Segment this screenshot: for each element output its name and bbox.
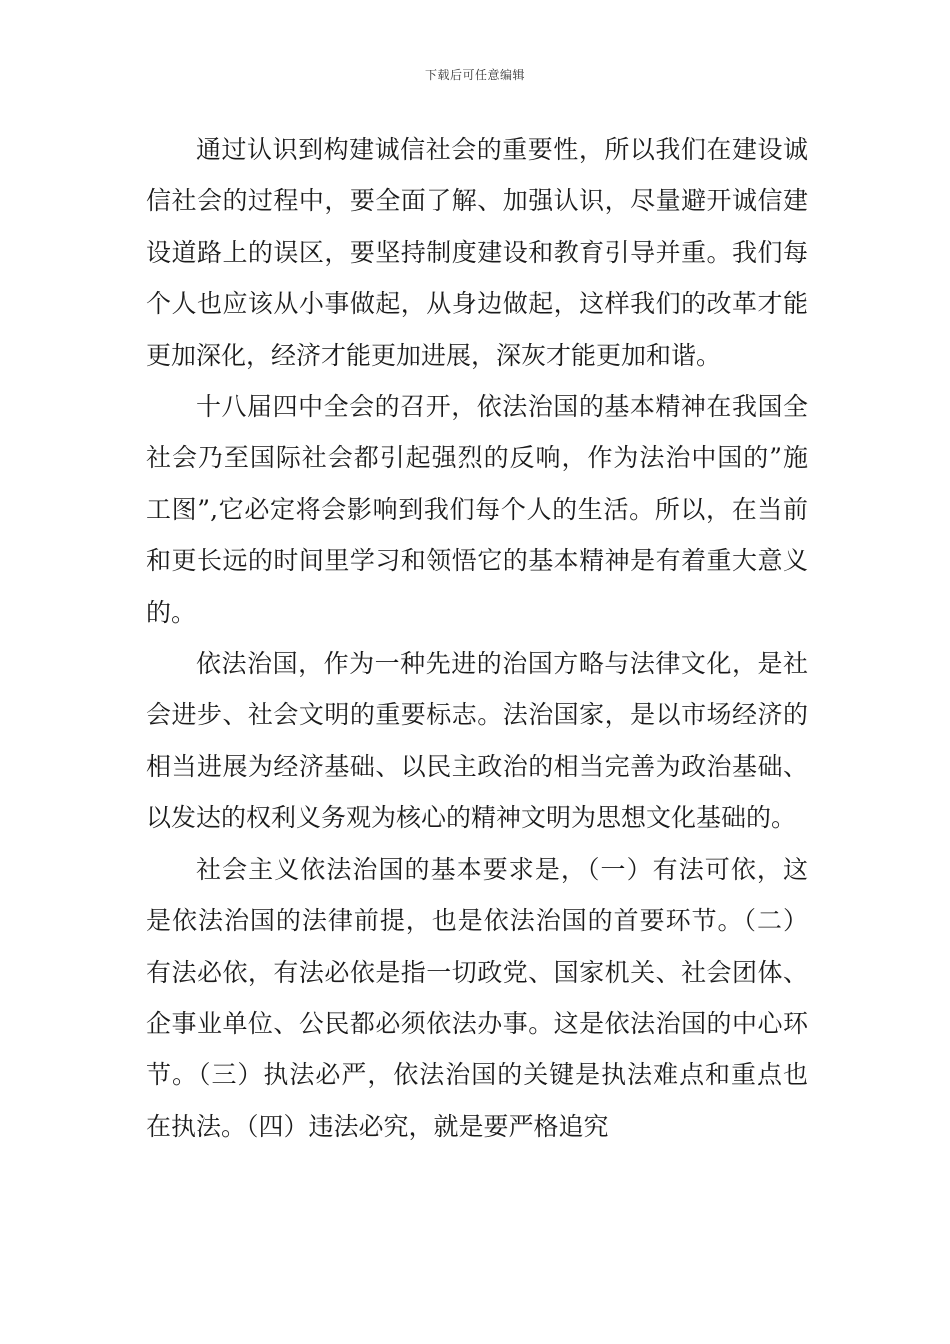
paragraph-integrity: 通过认识到构建诚信社会的重要性，所以我们在建设诚信社会的过程中，要全面了解、加强认识，尽量避开诚信建设道路上的误区，要坚持制度建设和教育引导并重。我们每个人也应该从小事做起，从身边做起，这样我们的改革才能更加深化，经济才能更加进展，深灰才能更加和谐。 xyxy=(146,135,808,370)
document-body xyxy=(146,124,808,1152)
paragraph-rule-of-law: 依法治国，作为一种先进的治国方略与法律文化，是社会进步、社会文明的重要标志。法治国家，是以市场经济的相当进展为经济基础、以民主政治的相当完善为政治基础、以发达的权利义务观为核心的精神文明为思想文化基础的。 xyxy=(146,649,808,833)
page-header: 下载后可任意编辑 xyxy=(424,68,525,82)
paragraph-basic-requirements: 社会主义依法治国的基本要求是，（一）有法可依，这是依法治国的法律前提，也是依法治国的首要环节。（二）有法必依，有法必依是指一切政党、国家机关、社会团体、企事业单位、公民都必须依法办事。这是依法治国的中心环节。（三）执法必严，依法治国的关键是执法难点和重点也在执法。（四）违法必究，就是要严格追究 xyxy=(146,854,808,1141)
paragraph-fourth-plenum: 十八届四中全会的召开，依法治国的基本精神在我国全社会乃至国际社会都引起强烈的反响，作为法治中国的”施工图”,它必定将会影响到我们每个人的生活。所以，在当前和更长远的时间里学习和领悟它的基本精神是有着重大意义的。 xyxy=(146,392,808,627)
